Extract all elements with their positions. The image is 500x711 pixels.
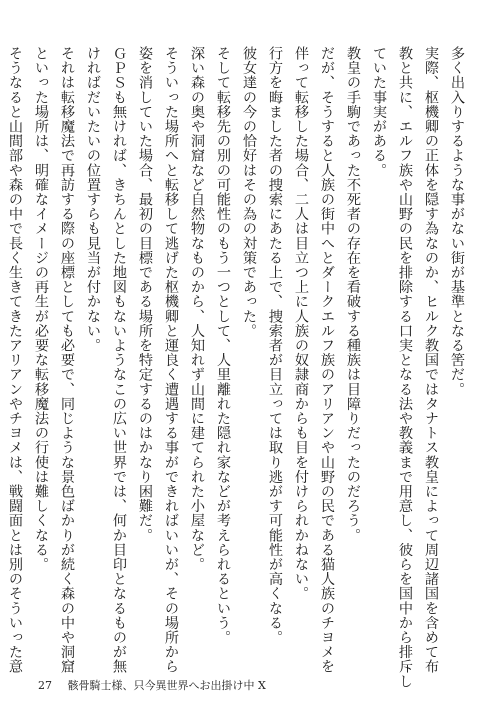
text-line: 多く出入りするような事がない街が基準となる筈だ。 — [449, 46, 465, 397]
page-number: 27 — [38, 679, 52, 692]
page-footer — [38, 677, 266, 693]
text-line: 深い森の奥や洞窟など自然物なものから、人知れず山間に建てられた小屋など。 — [189, 46, 205, 572]
text-line: だが、そうすると人族の街中へとダークエルフ族のアリアンや山野の民である猫人族のチヨメを — [319, 46, 335, 674]
text-line: 教と共に、エルフ族や山野の民を排除する口実となる法や教義まで用意し、彼らを国中から排斥し — [397, 46, 413, 689]
text-line: 行方を晦ました者の捜索にあたる上で、捜索者が目立っては取り逃がす可能性が高くなる。 — [267, 46, 283, 645]
text-line: ＧＰＳも無ければ、きちんとした地図もないようなこの広い世界では、何か目印となるものが無 — [111, 46, 127, 674]
running-title: 骸骨騎士様、只今異世界へお出掛け中 X — [67, 679, 266, 692]
text-line: 実際、枢機卿の正体を隠す為なのか、ヒルク教国ではタナトス教皇によって周辺諸国を含めて布 — [423, 46, 439, 674]
text-line: そうなると山間部や森の中で長く生きてきたアリアンやチヨメは、戦闘面とは別のそういった意 — [7, 46, 23, 674]
text-line: 彼女達の今の恰好はその為の対策であった。 — [241, 46, 257, 338]
text-line: 教皇の手駒であった不死者の存在を看破する種族は目障りだったのだろう。 — [345, 46, 361, 543]
text-line: といった場所は、明確なイメージの再生が必要な転移魔法の行使は難しくなる。 — [33, 46, 49, 572]
text-line: そういった場所へと転移して逃げた枢機卿と運良く遭遇する事ができればいいが、その場所から — [163, 46, 179, 674]
text-line: 伴って転移した場合、二人は目立つ上に人族の奴隷商からも目を付けられかねない。 — [293, 46, 309, 601]
text-line: 姿を消していた場合、最初の目標である場所を特定するのはかなり困難だ。 — [137, 46, 153, 543]
text-line: ていた事実がある。 — [371, 46, 387, 178]
text-line: ければだいたいの位置すらも見当が付かない。 — [85, 46, 101, 353]
text-line: それは転移魔法で再訪する際の座標としても必要で、同じような景色ばかりが続く森の中や洞窟 — [59, 46, 75, 674]
text-line: そして転移先の別の可能性のもう一つとして、人里離れた隠れ家などが考えられるという。 — [215, 46, 231, 645]
